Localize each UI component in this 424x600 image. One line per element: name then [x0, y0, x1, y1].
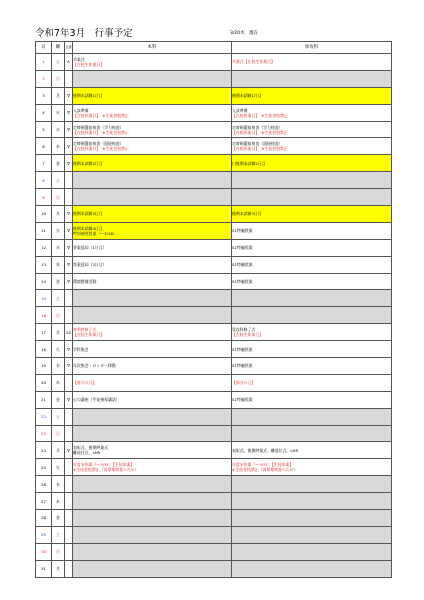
- weekday-cell: 金: [52, 391, 65, 408]
- main-course-cell: [73, 324, 232, 341]
- main-course-cell: [73, 459, 232, 476]
- event-text: 定時制選抜検査（学力検査）: [232, 124, 283, 130]
- weekday-cell: 木: [52, 374, 65, 391]
- table-row: [36, 493, 392, 510]
- day-cell: 13: [36, 256, 52, 273]
- day-cell: 18: [36, 341, 52, 358]
- event-text: 後期末試験3日目: [73, 211, 103, 217]
- event-text: 年次集会・ロッカー移動: [73, 363, 116, 369]
- event-text: 定時制選抜検査（面接検査）: [73, 141, 124, 147]
- weekday-cell: 土: [52, 526, 65, 543]
- weekday-cell: 水: [52, 121, 65, 138]
- advanced-course-cell: [232, 476, 392, 493]
- page-title: 令和7年3月 行事予定: [35, 28, 133, 39]
- table-row: [36, 358, 392, 375]
- advanced-course-cell: [232, 54, 392, 71]
- event-text: 環境整備活動: [73, 279, 97, 285]
- advanced-course-cell: [232, 408, 392, 425]
- event-text: 表彰式、後期終業式、離退任式、LHR: [232, 447, 299, 453]
- event-text: 表彰式、後期終業式: [73, 445, 109, 451]
- table-row: [36, 560, 392, 577]
- weekday-cell: 木: [52, 138, 65, 155]
- main-course-cell: [73, 172, 232, 189]
- table-row: [36, 307, 392, 324]
- day-cell: 31: [36, 560, 52, 577]
- weekday-cell: 水: [52, 358, 65, 375]
- table-row: [36, 425, 392, 442]
- weekday-cell: 月: [52, 324, 65, 341]
- advanced-course-cell: [232, 70, 392, 87]
- event-text: ※生徒登校禁止（再募集検査のため）: [73, 467, 139, 473]
- weekday-cell: 月: [52, 442, 65, 459]
- schedule-type-cell: ∇: [65, 206, 73, 223]
- main-course-cell: [73, 239, 232, 256]
- event-text: 後期末試験1日目: [73, 93, 103, 99]
- main-course-cell: [73, 54, 232, 71]
- day-cell: 12: [36, 239, 52, 256]
- schedule-type-cell: ∇: [65, 87, 73, 104]
- main-course-cell: [73, 121, 232, 138]
- event-text: 年度末休業（〜3/31）【生徒休業】: [73, 462, 135, 468]
- day-cell: 3: [36, 87, 52, 104]
- header-advanced-course: 専攻科: [232, 42, 392, 54]
- day-cell: 26: [36, 476, 52, 493]
- event-text: 春季特修了式: [73, 327, 97, 333]
- advanced-course-cell: [232, 256, 392, 273]
- schedule-type-cell: [65, 560, 73, 577]
- main-course-cell: [73, 374, 232, 391]
- event-text: 【在校休業日】 ※生徒登校禁止: [73, 112, 129, 118]
- event-text: 専攻科修了式: [232, 327, 256, 333]
- schedule-type-cell: ∇: [65, 104, 73, 121]
- advanced-course-cell: [232, 307, 392, 324]
- event-text: 後期末試験3日目: [232, 211, 262, 217]
- main-course-cell: [73, 442, 232, 459]
- weekday-cell: 日: [52, 189, 65, 206]
- day-cell: 25: [36, 459, 52, 476]
- event-text: 卒業式【在校生休業日】: [232, 59, 275, 65]
- table-row: [36, 87, 392, 104]
- weekday-cell: 水: [52, 476, 65, 493]
- header-type: 日課: [65, 42, 73, 54]
- advanced-course-cell: [232, 459, 392, 476]
- event-text: 特別補充授業（〜3/18）: [73, 230, 117, 236]
- main-course-cell: [73, 391, 232, 408]
- event-text: S1特編授業: [232, 363, 253, 369]
- header-main-course: 本科: [73, 42, 232, 54]
- schedule-type-cell: ∇: [65, 256, 73, 273]
- weekday-cell: 土: [52, 54, 65, 71]
- main-course-cell: [73, 70, 232, 87]
- event-text: 入試準備: [232, 107, 248, 113]
- table-row: [36, 290, 392, 307]
- day-cell: 16: [36, 307, 52, 324]
- event-text: 後期末試験2日目: [73, 160, 103, 166]
- event-text: 後期末試験4日目: [73, 225, 103, 231]
- table-row: [36, 70, 392, 87]
- main-course-cell: [73, 560, 232, 577]
- schedule-type-cell: [65, 510, 73, 527]
- advanced-course-cell: [232, 526, 392, 543]
- table-row: [36, 273, 392, 290]
- day-cell: 9: [36, 189, 52, 206]
- schedule-type-cell: [65, 70, 73, 87]
- header-day: 日: [36, 42, 52, 54]
- weekday-cell: 火: [52, 459, 65, 476]
- weekday-cell: 土: [52, 290, 65, 307]
- table-row: [36, 155, 392, 172]
- day-cell: 2: [36, 70, 52, 87]
- schedule-type-cell: [65, 476, 73, 493]
- schedule-type-cell: SS: [65, 324, 73, 341]
- table-row: [36, 543, 392, 560]
- main-course-cell: [73, 290, 232, 307]
- schedule-type-cell: [65, 425, 73, 442]
- table-row: [36, 526, 392, 543]
- main-course-cell: [73, 476, 232, 493]
- day-cell: 27: [36, 493, 52, 510]
- schedule-type-cell: ∇: [65, 391, 73, 408]
- main-course-cell: [73, 425, 232, 442]
- day-cell: 10: [36, 206, 52, 223]
- schedule-type-cell: [65, 374, 73, 391]
- table-row: [36, 341, 392, 358]
- table-row: [36, 104, 392, 121]
- table-row: [36, 459, 392, 476]
- schedule-type-cell: [65, 408, 73, 425]
- main-course-cell: [73, 138, 232, 155]
- weekday-cell: 金: [52, 510, 65, 527]
- header-weekday: 曜: [52, 42, 65, 54]
- advanced-course-cell: [232, 138, 392, 155]
- table-row: [36, 510, 392, 527]
- advanced-course-cell: [232, 543, 392, 560]
- day-cell: 4: [36, 104, 52, 121]
- day-cell: 20: [36, 374, 52, 391]
- table-row: [36, 172, 392, 189]
- advanced-course-cell: [232, 425, 392, 442]
- schedule-type-cell: ∇: [65, 341, 73, 358]
- event-text: S1特編授業: [232, 245, 253, 251]
- table-row: [36, 121, 392, 138]
- event-text: 口後期末試験2日目: [232, 160, 266, 166]
- schedule-type-cell: ∇: [65, 222, 73, 239]
- main-course-cell: [73, 104, 232, 121]
- schedule-type-cell: [65, 189, 73, 206]
- weekday-cell: 月: [52, 560, 65, 577]
- schedule-type-cell: A: [65, 54, 73, 71]
- event-text: 答案返却（2日目）: [73, 262, 107, 268]
- event-text: S1特編授業: [232, 397, 253, 403]
- main-course-cell: [73, 526, 232, 543]
- event-text: S1特編授業: [232, 228, 253, 234]
- table-row: [36, 239, 392, 256]
- table-row: [36, 324, 392, 341]
- main-course-cell: [73, 510, 232, 527]
- table-header-row: [36, 42, 392, 54]
- day-cell: 24: [36, 442, 52, 459]
- weekday-cell: 金: [52, 155, 65, 172]
- advanced-course-cell: [232, 104, 392, 121]
- event-text: 定時制選抜検査（面接検査）: [232, 141, 283, 147]
- event-text: 入試準備: [73, 107, 89, 113]
- main-course-cell: [73, 408, 232, 425]
- weekday-cell: 日: [52, 425, 65, 442]
- weekday-cell: 火: [52, 341, 65, 358]
- main-course-cell: [73, 341, 232, 358]
- event-text: 【在校休業日】 ※生徒登校禁止: [232, 112, 288, 118]
- advanced-course-cell: [232, 222, 392, 239]
- day-cell: 21: [36, 391, 52, 408]
- main-course-cell: [73, 543, 232, 560]
- weekday-cell: 月: [52, 87, 65, 104]
- day-cell: 11: [36, 222, 52, 239]
- table-row: [36, 256, 392, 273]
- event-text: 【在校休業日】 ※生徒登校禁止: [73, 146, 129, 152]
- table-row: [36, 206, 392, 223]
- schedule-type-cell: ∇: [65, 239, 73, 256]
- advanced-course-cell: [232, 442, 392, 459]
- schedule-type-cell: ∇: [65, 138, 73, 155]
- advanced-course-cell: [232, 341, 392, 358]
- schedule-type-cell: [65, 172, 73, 189]
- schedule-type-cell: [65, 543, 73, 560]
- schedule-type-cell: ∇: [65, 442, 73, 459]
- event-text: 【在校生休業日】: [232, 332, 264, 338]
- weekday-cell: 土: [52, 172, 65, 189]
- event-text: 心の講座（生徒指導講話）: [73, 397, 120, 403]
- main-course-cell: [73, 273, 232, 290]
- table-body: [36, 54, 392, 578]
- advanced-course-cell: [232, 189, 392, 206]
- schedule-type-cell: ∇: [65, 273, 73, 290]
- weekday-cell: 日: [52, 307, 65, 324]
- event-text: S1特編授業: [232, 346, 253, 352]
- main-course-cell: [73, 189, 232, 206]
- advanced-course-cell: [232, 510, 392, 527]
- event-text: ※生徒登校禁止（再募集検査のため）: [232, 467, 298, 473]
- advanced-course-cell: [232, 391, 392, 408]
- schedule-type-cell: ∇: [65, 155, 73, 172]
- day-cell: 1: [36, 54, 52, 71]
- day-cell: 22: [36, 408, 52, 425]
- main-course-cell: [73, 307, 232, 324]
- table-row: [36, 374, 392, 391]
- schedule-type-cell: [65, 290, 73, 307]
- advanced-course-cell: [232, 374, 392, 391]
- weekday-cell: 水: [52, 239, 65, 256]
- event-text: 【春分の日】: [73, 380, 97, 386]
- main-course-cell: [73, 358, 232, 375]
- advanced-course-cell: [232, 324, 392, 341]
- table-row: [36, 408, 392, 425]
- event-text: 離退任式、LHR: [73, 450, 101, 456]
- day-cell: 17: [36, 324, 52, 341]
- advanced-course-cell: [232, 358, 392, 375]
- event-text: 【在校休業日】 ※生徒登校禁止: [232, 146, 288, 152]
- main-course-cell: [73, 155, 232, 172]
- schedule-type-cell: [65, 526, 73, 543]
- advanced-course-cell: [232, 290, 392, 307]
- weekday-cell: 土: [52, 408, 65, 425]
- event-text: 【在校休業日】 ※生徒登校禁止: [232, 129, 288, 135]
- advanced-course-cell: [232, 121, 392, 138]
- advanced-course-cell: [232, 273, 392, 290]
- event-text: 学科集会: [73, 346, 89, 352]
- schedule-type-cell: ∇: [65, 358, 73, 375]
- day-cell: 30: [36, 543, 52, 560]
- weekday-cell: 木: [52, 493, 65, 510]
- weekday-cell: 月: [52, 206, 65, 223]
- table-row: [36, 222, 392, 239]
- event-text: 【在校生休業日】: [73, 61, 105, 67]
- day-cell: 19: [36, 358, 52, 375]
- event-text: S1特編授業: [232, 279, 253, 285]
- advanced-course-cell: [232, 172, 392, 189]
- updated-date: 3/20木 現在: [230, 31, 259, 36]
- table-row: [36, 54, 392, 71]
- main-course-cell: [73, 222, 232, 239]
- main-course-cell: [73, 493, 232, 510]
- table-row: [36, 476, 392, 493]
- weekday-cell: 木: [52, 256, 65, 273]
- day-cell: 6: [36, 138, 52, 155]
- main-course-cell: [73, 87, 232, 104]
- event-text: S1特編授業: [232, 262, 253, 268]
- event-text: 定時制選抜検査（学力検査）: [73, 124, 124, 130]
- day-cell: 28: [36, 510, 52, 527]
- weekday-cell: 火: [52, 104, 65, 121]
- day-cell: 29: [36, 526, 52, 543]
- event-text: 卒業式: [73, 56, 85, 62]
- event-text: 【春分の日】: [232, 380, 256, 386]
- table-row: [36, 189, 392, 206]
- weekday-cell: 金: [52, 273, 65, 290]
- event-text: 【在校休業日】 ※生徒登校禁止: [73, 129, 129, 135]
- table-row: [36, 442, 392, 459]
- event-text: 答案返却（1日目）: [73, 245, 107, 251]
- main-course-cell: [73, 206, 232, 223]
- main-course-cell: [73, 256, 232, 273]
- weekday-cell: 火: [52, 222, 65, 239]
- table-row: [36, 391, 392, 408]
- table-row: [36, 138, 392, 155]
- day-cell: 8: [36, 172, 52, 189]
- advanced-course-cell: [232, 206, 392, 223]
- day-cell: 15: [36, 290, 52, 307]
- schedule-type-cell: [65, 307, 73, 324]
- advanced-course-cell: [232, 239, 392, 256]
- advanced-course-cell: [232, 560, 392, 577]
- day-cell: 14: [36, 273, 52, 290]
- weekday-cell: 日: [52, 543, 65, 560]
- event-text: 後期末試験1日目: [232, 93, 262, 99]
- schedule-table: [35, 41, 392, 578]
- page-header: [35, 27, 395, 41]
- day-cell: 7: [36, 155, 52, 172]
- schedule-type-cell: [65, 459, 73, 476]
- day-cell: 23: [36, 425, 52, 442]
- schedule-type-cell: [65, 493, 73, 510]
- event-text: 【在校生休業日】: [73, 332, 105, 338]
- weekday-cell: 日: [52, 70, 65, 87]
- advanced-course-cell: [232, 155, 392, 172]
- day-cell: 5: [36, 121, 52, 138]
- event-text: 年度末休業（〜3/31）【生徒休業】: [232, 462, 294, 468]
- advanced-course-cell: [232, 87, 392, 104]
- schedule-type-cell: ∇: [65, 121, 73, 138]
- advanced-course-cell: [232, 493, 392, 510]
